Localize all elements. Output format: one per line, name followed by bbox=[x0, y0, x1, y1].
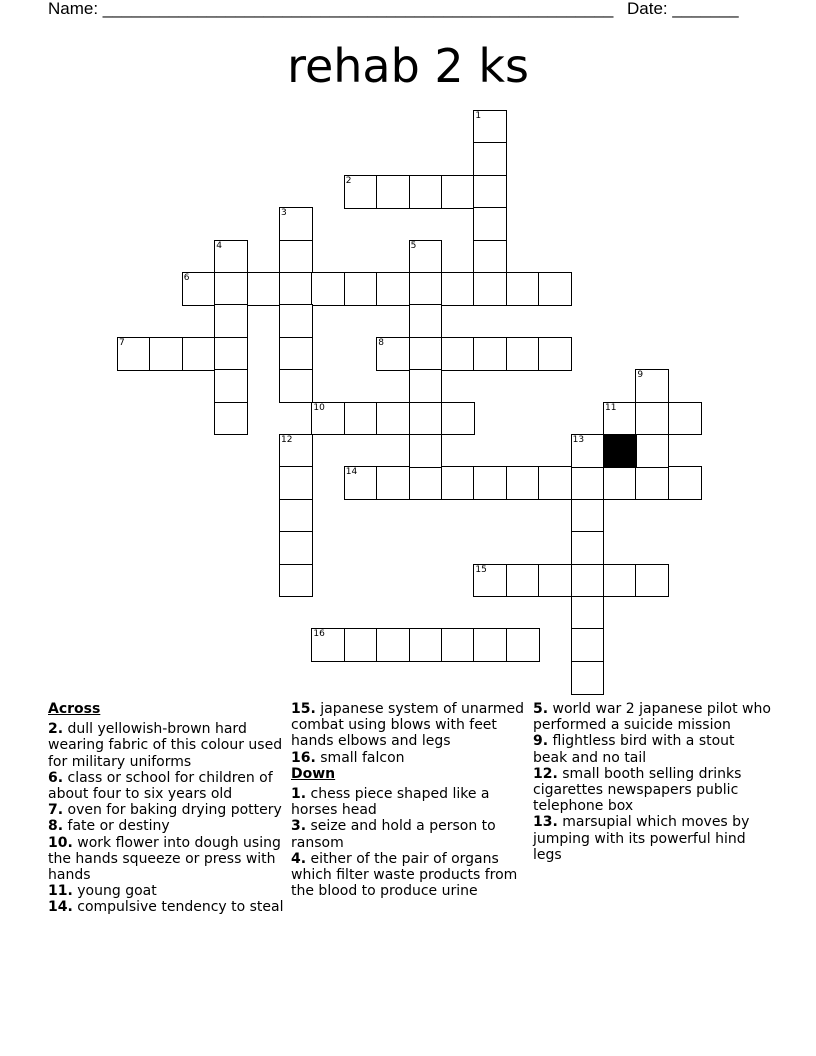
grid-cell bbox=[571, 596, 605, 630]
grid-cell bbox=[214, 402, 248, 436]
cell-number: 5 bbox=[410, 240, 417, 251]
grid-cell bbox=[409, 272, 443, 306]
clue-text: small falcon bbox=[320, 749, 405, 766]
grid-cell bbox=[635, 369, 669, 403]
clue-text: dull yellowish-brown hard wearing fabric of this colour used for military uniforms bbox=[48, 721, 283, 770]
grid-cell bbox=[279, 499, 313, 533]
grid-cell bbox=[668, 466, 702, 500]
grid-cell bbox=[441, 402, 475, 436]
cell-number: 15 bbox=[475, 564, 487, 575]
grid-cell bbox=[603, 564, 637, 598]
grid-cell bbox=[668, 402, 702, 436]
clue-across-6 bbox=[48, 770, 284, 802]
grid-cell bbox=[506, 564, 540, 598]
clue-text: marsupial which moves by jumping with its powerful hind legs bbox=[533, 814, 750, 863]
grid-cell bbox=[279, 272, 313, 306]
grid-cell bbox=[441, 628, 475, 662]
grid-cell bbox=[182, 272, 216, 306]
down-heading: Down bbox=[291, 765, 336, 782]
clue-down-9 bbox=[533, 733, 773, 765]
grid-cell bbox=[473, 110, 507, 144]
name-field-label: Name: ______________________________________________________ bbox=[48, 0, 614, 18]
clue-down-3 bbox=[291, 818, 529, 850]
grid-cell bbox=[603, 402, 637, 436]
grid-cell bbox=[538, 337, 572, 371]
grid-cell bbox=[344, 466, 378, 500]
clue-text: work flower into dough using the hands squeeze or press with hands bbox=[48, 834, 281, 884]
grid-cell bbox=[311, 402, 345, 436]
grid-cell bbox=[117, 337, 151, 371]
grid-cell bbox=[441, 337, 475, 371]
cell-number: 12 bbox=[281, 435, 293, 445]
clue-across-10 bbox=[48, 835, 284, 884]
cell-number: 2 bbox=[345, 175, 352, 186]
grid-cell bbox=[506, 628, 540, 662]
grid-cell bbox=[279, 337, 313, 371]
clue-number: 1. bbox=[291, 786, 307, 803]
grid-cell bbox=[344, 175, 378, 209]
clue-across-7 bbox=[48, 802, 284, 818]
grid-cell bbox=[473, 628, 507, 662]
grid-cell bbox=[473, 337, 507, 371]
grid-cell bbox=[635, 434, 669, 468]
clue-number: 7. bbox=[48, 802, 64, 819]
date-field-label: Date: _______ bbox=[627, 0, 739, 18]
grid-cell bbox=[376, 175, 410, 209]
grid-cell bbox=[571, 466, 605, 500]
cell-number: 4 bbox=[216, 240, 222, 251]
cell-number: 8 bbox=[378, 337, 384, 348]
clue-text: either of the pair of organs which filter waste products from the blood to produce urine bbox=[291, 850, 518, 900]
grid-cell bbox=[506, 466, 540, 500]
grid-cell bbox=[409, 337, 443, 371]
clues-column-2 bbox=[291, 701, 529, 899]
clue-text: world war 2 japanese pilot who performed a suicide mission bbox=[533, 701, 771, 734]
cell-number: 3 bbox=[281, 208, 287, 219]
grid-cell bbox=[441, 466, 475, 500]
grid-cell bbox=[538, 272, 572, 306]
grid-cell bbox=[214, 337, 248, 371]
grid-cell bbox=[279, 369, 313, 403]
clue-number: 16. bbox=[291, 749, 316, 766]
clue-number: 8. bbox=[48, 818, 64, 835]
grid-cell-black bbox=[603, 434, 637, 468]
clue-text: class or school for children of about four to six years old bbox=[48, 769, 273, 803]
clue-across-2 bbox=[48, 721, 284, 770]
cell-number: 7 bbox=[119, 337, 125, 348]
grid-cell bbox=[376, 466, 410, 500]
clue-number: 3. bbox=[291, 818, 307, 835]
grid-cell bbox=[409, 628, 443, 662]
grid-cell bbox=[344, 402, 378, 436]
cell-number: 16 bbox=[313, 629, 325, 640]
cell-number: 6 bbox=[183, 273, 190, 283]
grid-cell bbox=[149, 337, 183, 371]
grid-cell bbox=[603, 466, 637, 500]
grid-cell bbox=[311, 272, 345, 306]
grid-cell bbox=[279, 207, 313, 241]
clue-number: 6. bbox=[48, 769, 64, 786]
grid-cell bbox=[376, 402, 410, 436]
grid-cell bbox=[571, 661, 605, 695]
clue-number: 15. bbox=[291, 701, 316, 717]
cell-number: 14 bbox=[345, 467, 358, 478]
grid-cell bbox=[635, 466, 669, 500]
cell-number: 1 bbox=[475, 111, 482, 121]
clue-text: flightless bird with a stout beak and no tail bbox=[533, 733, 735, 766]
grid-cell bbox=[279, 564, 313, 598]
grid-cell bbox=[409, 434, 443, 468]
clue-text: fate or destiny bbox=[67, 818, 170, 835]
cell-number: 9 bbox=[637, 370, 644, 381]
grid-cell bbox=[279, 466, 313, 500]
clues-column-1 bbox=[48, 701, 284, 916]
grid-cell bbox=[571, 499, 605, 533]
clue-number: 9. bbox=[533, 733, 549, 750]
cell-number: 13 bbox=[572, 435, 585, 445]
clue-number: 10. bbox=[48, 834, 73, 851]
clue-text: young goat bbox=[77, 883, 157, 900]
clue-number: 5. bbox=[533, 701, 549, 717]
clue-down-13 bbox=[533, 814, 773, 863]
grid-cell bbox=[182, 337, 216, 371]
grid-cell bbox=[571, 628, 605, 662]
clue-text: seize and hold a person to ransom bbox=[291, 818, 496, 851]
grid-cell bbox=[473, 272, 507, 306]
grid-cell bbox=[473, 175, 507, 209]
grid-cell bbox=[214, 240, 248, 274]
grid-cell bbox=[279, 304, 313, 338]
grid-cell bbox=[473, 564, 507, 598]
clue-across-11 bbox=[48, 883, 284, 899]
clue-down-12 bbox=[533, 766, 773, 815]
clue-number: 13. bbox=[533, 814, 558, 831]
grid-cell bbox=[247, 272, 281, 306]
grid-cell bbox=[538, 564, 572, 598]
grid-cell bbox=[538, 466, 572, 500]
clue-across-14 bbox=[48, 899, 284, 915]
grid-cell bbox=[441, 272, 475, 306]
clue-across-16 bbox=[291, 750, 529, 766]
clue-text: oven for baking drying pottery bbox=[67, 802, 282, 819]
grid-cell bbox=[473, 142, 507, 176]
grid-cell bbox=[344, 272, 378, 306]
across-heading: Across bbox=[48, 701, 101, 717]
clue-text: chess piece shaped like a horses head bbox=[291, 786, 490, 819]
grid-cell bbox=[506, 272, 540, 306]
grid-cell bbox=[344, 628, 378, 662]
puzzle-title: rehab 2 ks bbox=[287, 39, 529, 93]
clue-down-1 bbox=[291, 786, 529, 818]
grid-cell bbox=[311, 628, 345, 662]
grid-cell bbox=[409, 369, 443, 403]
grid-cell bbox=[409, 240, 443, 274]
cell-number: 10 bbox=[313, 402, 325, 413]
grid-cell bbox=[571, 564, 605, 598]
clue-across-15 bbox=[291, 701, 529, 750]
grid-cell bbox=[214, 369, 248, 403]
grid-cell bbox=[409, 466, 443, 500]
grid-cell bbox=[279, 434, 313, 468]
clue-across-8 bbox=[48, 818, 284, 834]
grid-cell bbox=[635, 402, 669, 436]
grid-cell bbox=[571, 434, 605, 468]
grid-cell bbox=[376, 337, 410, 371]
grid-cell bbox=[409, 304, 443, 338]
clue-number: 4. bbox=[291, 850, 307, 867]
grid-cell bbox=[571, 531, 605, 565]
grid-cell bbox=[441, 175, 475, 209]
grid-cell bbox=[473, 207, 507, 241]
clue-text: small booth selling drinks cigarettes newspapers public telephone box bbox=[533, 765, 742, 815]
grid-cell bbox=[473, 466, 507, 500]
grid-cell bbox=[214, 304, 248, 338]
grid-cell bbox=[635, 564, 669, 598]
clues-column-3 bbox=[533, 701, 773, 863]
clue-down-5 bbox=[533, 701, 773, 733]
cell-number: 11 bbox=[605, 402, 617, 413]
clue-number: 11. bbox=[48, 883, 73, 900]
clue-number: 14. bbox=[48, 899, 73, 916]
grid-cell bbox=[409, 402, 443, 436]
clue-text: japanese system of unarmed combat using blows with feet hands elbows and legs bbox=[291, 701, 525, 750]
grid-cell bbox=[376, 272, 410, 306]
grid-cell bbox=[473, 240, 507, 274]
clue-text: compulsive tendency to steal bbox=[77, 899, 284, 916]
clue-number: 2. bbox=[48, 721, 64, 738]
grid-cell bbox=[279, 240, 313, 274]
grid-cell bbox=[214, 272, 248, 306]
grid-cell bbox=[376, 628, 410, 662]
clue-down-4 bbox=[291, 851, 529, 900]
clue-number: 12. bbox=[533, 765, 558, 782]
grid-cell bbox=[409, 175, 443, 209]
grid-cell bbox=[279, 531, 313, 565]
grid-cell bbox=[506, 337, 540, 371]
